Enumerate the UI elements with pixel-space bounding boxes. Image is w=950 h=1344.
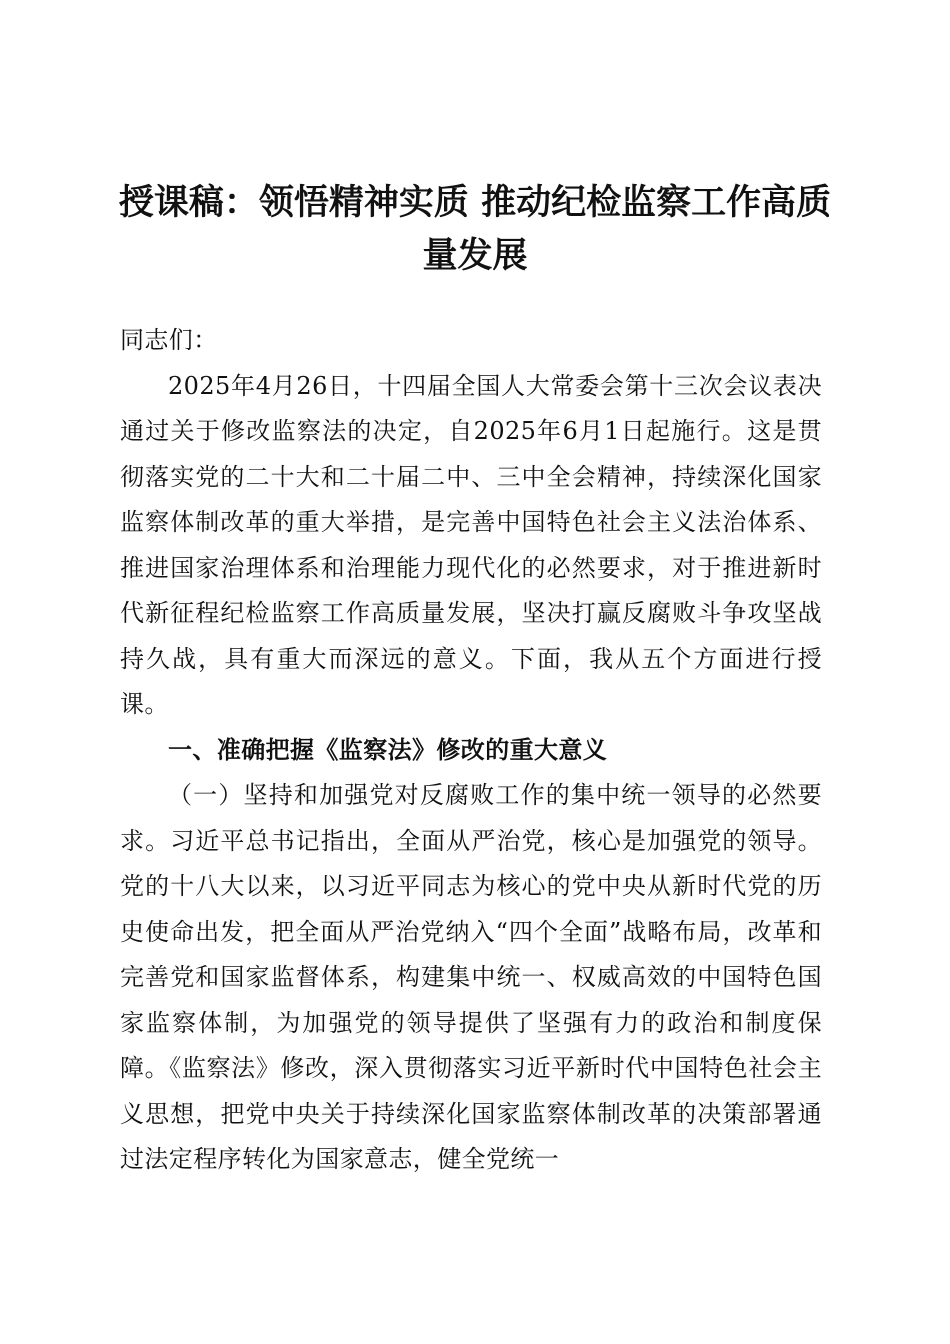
document-title: 授课稿：领悟精神实质 推动纪检监察工作高质量发展: [118, 182, 832, 276]
section-heading-1: 一、准确把握《监察法》修改的重大意义: [168, 735, 608, 764]
salutation: 同志们：: [120, 326, 218, 354]
subsection-paragraph-1: （一）坚持和加强党对反腐败工作的集中统一领导的必然要求。习近平总书记指出，全面从严治党，核心是加强党的领导。党的十八大以来，以习近平同志为核心的党中央从新时代党的历史使命出发，把全面从严治党纳入“四个全面”战略布局，改革和完善党和国家监督体系，构建集中统一、权威高效的中国特色国家监察体制，为加强党的领导提供了坚强有力的政治和制度保障。《监察法》修改，深入贯彻落实习近平新时代中国特色社会主义思想，把党中央关于持续深化国家监察体制改革的决策部署通过法定程序转化为国家意志，健全党统一: [120, 781, 822, 1173]
document-body: [120, 318, 822, 1183]
intro-paragraph: 2025年4月26日，十四届全国人大常委会第十三次会议表决通过关于修改监察法的决定，自2025年6月1日起施行。这是贯彻落实党的二十大和二十届二中、三中全会精神，持续深化国家监察体制改革的重大举措，是完善中国特色社会主义法治体系、推进国家治理体系和治理能力现代化的必然要求，对于推进新时代新征程纪检监察工作高质量发展，坚决打赢反腐败斗争攻坚战持久战，具有重大而深远的意义。下面，我从五个方面进行授课。: [120, 371, 822, 718]
